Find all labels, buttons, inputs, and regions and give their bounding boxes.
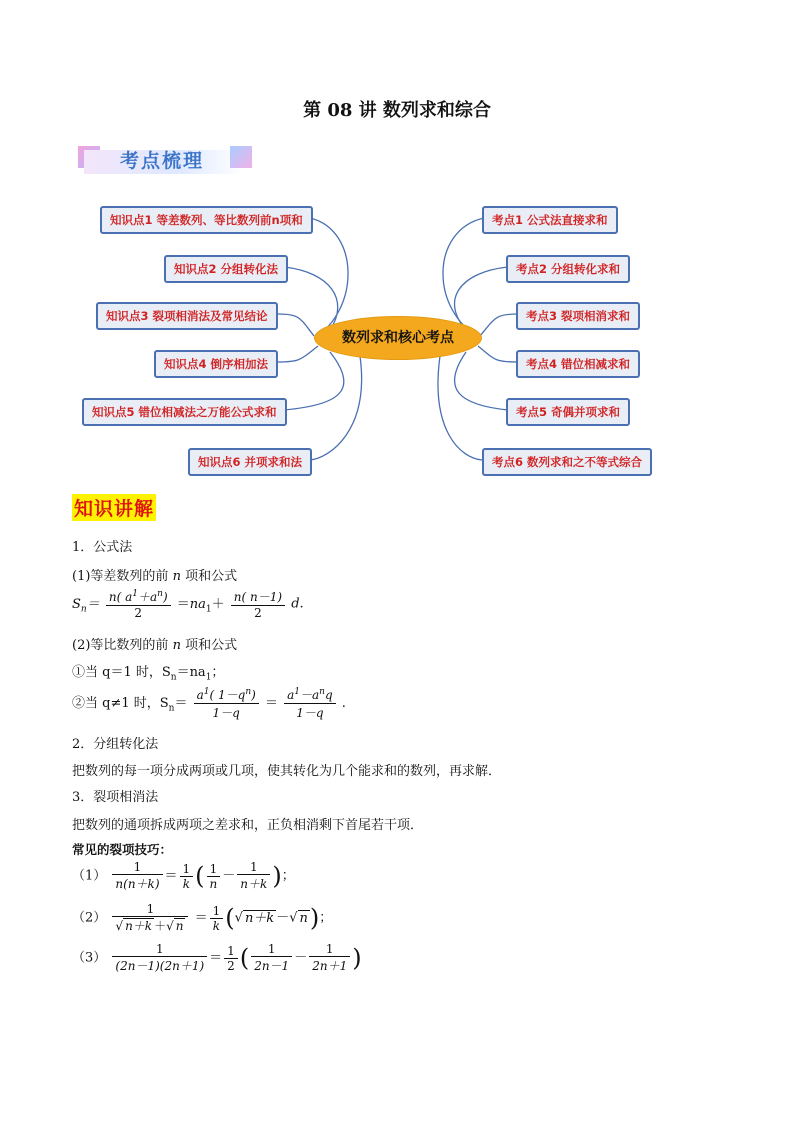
mindmap-right-node-3: 考点3 裂项相消求和 bbox=[516, 302, 640, 330]
formula-text: . bbox=[341, 696, 346, 711]
text: 项和公式 bbox=[180, 638, 238, 653]
split-method-text: 把数列的通项拆成两项之差求和，正负相消剩下首尾若干项． bbox=[72, 818, 424, 833]
text: ； bbox=[211, 665, 225, 680]
formula-text: $S_n=$ bbox=[72, 596, 100, 615]
split-tip-1: （1） $\frac{1}{n(n+k)}$ ＝ $\frac{1}{k}$ ( $\frac{1}{n}$ － $\frac{1}{n+k}$ )； bbox=[72, 860, 295, 891]
mindmap-left-node-2: 知识点2 分组转化法 bbox=[164, 255, 288, 283]
mindmap-left-node-3: 知识点3 裂项相消法及常见结论 bbox=[96, 302, 278, 330]
formula-text: ＝ bbox=[264, 696, 278, 711]
item-label: （2） bbox=[72, 910, 107, 926]
var-n: n bbox=[172, 569, 181, 584]
item-label: （1） bbox=[72, 868, 107, 884]
geometric-case-2: ②当 q≠1 时，$S_n=$ $\frac{a^1( 1-q^n)}{1-q}$ ＝ $\frac{a^1-a^nq}{1-q}$ . bbox=[72, 687, 346, 720]
fraction: $\frac{1}{k}$ bbox=[210, 904, 224, 933]
text: (2)等比数列的前 bbox=[72, 638, 173, 653]
formula-text: $=na_1+$ bbox=[176, 596, 225, 615]
fraction: $\frac{1}{2n+1}$ bbox=[309, 942, 350, 974]
fraction: $\frac{1}{n}$ bbox=[207, 862, 221, 891]
item-label: （3） bbox=[72, 950, 107, 966]
section-heading: 知识讲解 bbox=[72, 494, 156, 521]
fraction: $\frac{n( n-1)}{2}$ bbox=[231, 588, 285, 620]
mindmap-left-node-1: 知识点1 等差数列、等比数列前n项和 bbox=[100, 206, 313, 234]
text: ①当 q＝1 时，S bbox=[72, 665, 171, 680]
mindmap-right-node-5: 考点5 奇偶并项求和 bbox=[506, 398, 630, 426]
arithmetic-sum-formula bbox=[72, 588, 304, 620]
formula-text: d. bbox=[291, 596, 304, 612]
banner-decoration-right bbox=[230, 146, 252, 168]
fraction: $\frac{1}{k}$ bbox=[180, 862, 194, 891]
page-title: 第 08 讲 数列求和综合 bbox=[303, 100, 491, 121]
split-tips-heading: 常见的裂项技巧： bbox=[72, 842, 173, 857]
text: 项和公式 bbox=[180, 569, 238, 584]
mindmap-left-node-6: 知识点6 并项求和法 bbox=[188, 448, 312, 476]
mindmap-left-node-4: 知识点4 倒序相加法 bbox=[154, 350, 278, 378]
banner-title: 考点梳理 bbox=[120, 150, 205, 172]
group-method-text: 把数列的每一项分成两项或几项，使其转化为几个能求和的数列，再求解． bbox=[72, 764, 502, 779]
heading-split-method: 3．裂项相消法 bbox=[72, 790, 159, 805]
mindmap-right-node-2: 考点2 分组转化求和 bbox=[506, 255, 630, 283]
fraction: $\frac{1}{2n-1}$ bbox=[251, 942, 292, 974]
mindmap-right-node-4: 考点4 错位相减求和 bbox=[516, 350, 640, 378]
fraction: $\frac{1}{√ n+k +√ n}$ bbox=[112, 902, 188, 934]
geometric-case-1: ①当 q＝1 时，$S_n=na_1$； bbox=[72, 665, 225, 683]
heading-group-method: 2．分组转化法 bbox=[72, 737, 159, 752]
split-tip-3: （3） $\frac{1}{(2n-1)(2n+1)}$ ＝ $\frac{1}{2}$ ( $\frac{1}{2n-1}$ － $\frac{1}{2n+1}$ ) bbox=[72, 942, 362, 973]
var-n: n bbox=[172, 638, 181, 653]
fraction: $\frac{1}{n+k}$ bbox=[237, 860, 270, 892]
split-tip-2: （2） $\frac{1}{√ n+k +√ n}$ ＝ $\frac{1}{k}$ (√ n＋k －√ n)； bbox=[72, 902, 333, 933]
arithmetic-sum-title bbox=[72, 565, 237, 584]
fraction: $\frac{a^1-a^nq}{1-q}$ bbox=[284, 686, 336, 721]
mindmap-left-node-5: 知识点5 错位相减法之万能公式求和 bbox=[82, 398, 287, 426]
fraction: $\frac{n( a^1+a^n)}{2}$ bbox=[106, 588, 171, 620]
section-banner bbox=[78, 142, 258, 174]
text: ②当 q≠1 时，S bbox=[72, 696, 169, 711]
mindmap-right-node-1: 考点1 公式法直接求和 bbox=[482, 206, 618, 234]
fraction: $\frac{a^1( 1-q^n)}{1-q}$ bbox=[194, 686, 259, 721]
formula-text: ＝ bbox=[174, 696, 188, 711]
mindmap-center: 数列求和核心考点 bbox=[314, 316, 482, 360]
fraction: $\frac{1}{(2n-1)(2n+1)}$ bbox=[112, 942, 207, 974]
mind-map bbox=[0, 190, 794, 490]
mindmap-right-node-6: 考点6 数列求和之不等式综合 bbox=[482, 448, 652, 476]
fraction: $\frac{1}{n(n+k)}$ bbox=[112, 860, 162, 892]
text: (1)等差数列的前 bbox=[72, 569, 173, 584]
fraction: $\frac{1}{2}$ bbox=[224, 944, 238, 973]
geometric-sum-title bbox=[72, 634, 237, 653]
heading-formula-method: 1．公式法 bbox=[72, 540, 133, 555]
text: ＝na bbox=[176, 665, 206, 680]
